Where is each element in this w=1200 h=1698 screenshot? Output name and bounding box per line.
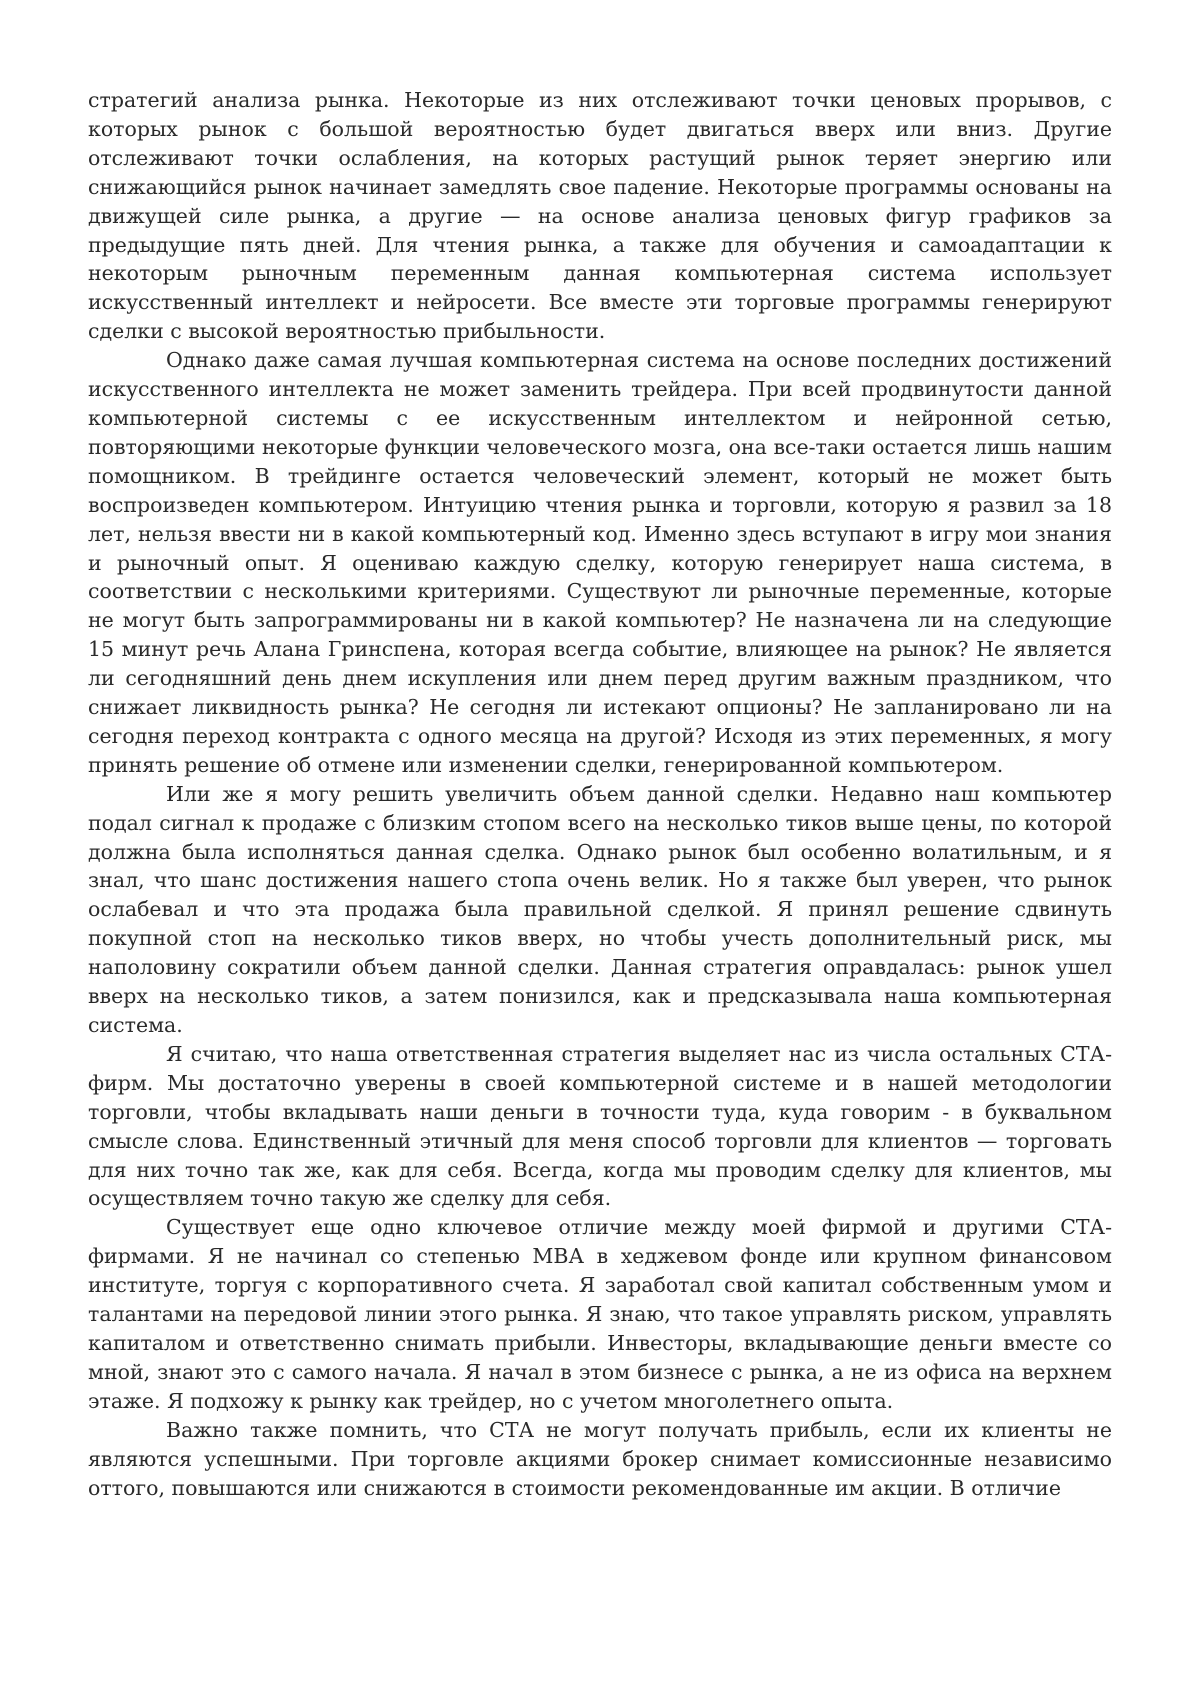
paragraph-3: Или же я могу решить увеличить объем данной сделки. Недавно наш компьютер подал сигнал к продаже с близким стопом всего на несколько тиков выше цены, по которой должна была исполняться данная сделка. Однако рынок был особенно волатильным, и я знал, что шанс достижения нашего стопа очень велик. Но я также был уверен, что рынок ослабевал и что эта продажа была правильной сделкой. Я принял решение сдвинуть покупной стоп на несколько тиков вверх, но чтобы учесть дополнительный риск, мы наполовину сократили объем данной сделки. Данная стратегия оправдалась: рынок ушел вверх на несколько тиков, а затем понизился, как и предсказывала наша компьютерная система. — [88, 780, 1112, 1040]
paragraph-4: Я считаю, что наша ответственная стратегия выделяет нас из числа остальных СТА-фирм. Мы достаточно уверены в своей компьютерной системе и в нашей методологии торговли, чтобы вкладывать наши деньги в точности туда, куда говорим - в буквальном смысле слова. Единственный этичный для меня способ торговли для клиентов — торговать для них точно так же, как для себя. Всегда, когда мы проводим сделку для клиентов, мы осуществляем точно такую же сделку для себя. — [88, 1040, 1112, 1213]
paragraph-5: Существует еще одно ключевое отличие между моей фирмой и другими СТА-фирмами. Я не начинал со степенью МВА в хеджевом фонде или крупном финансовом институте, торгуя с корпоративного счета. Я заработал свой капитал собственным умом и талантами на передовой линии этого рынка. Я знаю, что такое управлять риском, управлять капиталом и ответственно снимать прибыли. Инвесторы, вкладывающие деньги вместе со мной, знают это с самого начала. Я начал в этом бизнесе с рынка, а не из офиса на верхнем этаже. Я подхожу к рынку как трейдер, но с учетом многолетнего опыта. — [88, 1213, 1112, 1415]
document-page — [88, 86, 1112, 1502]
paragraph-1: стратегий анализа рынка. Некоторые из них отслеживают точки ценовых прорывов, с которых рынок с большой вероятностью будет двигаться вверх или вниз. Другие отслеживают точки ослабления, на которых растущий рынок теряет энергию или снижающийся рынок начинает замедлять свое падение. Некоторые программы основаны на движущей силе рынка, а другие — на основе анализа ценовых фигур графиков за предыдущие пять дней. Для чтения рынка, а также для обучения и самоадаптации к некоторым рыночным переменным данная компьютерная система использует искусственный интеллект и нейросети. Все вместе эти торговые программы генерируют сделки с высокой вероятностью прибыльности. — [88, 86, 1112, 346]
paragraph-2: Однако даже самая лучшая компьютерная система на основе последних достижений искусственного интеллекта не может заменить трейдера. При всей продвинутости данной компьютерной системы с ее искусственным интеллектом и нейронной сетью, повторяющими некоторые функции человеческого мозга, она все-таки остается лишь нашим помощником. В трейдинге остается человеческий элемент, который не может быть воспроизведен компьютером. Интуицию чтения рынка и торговли, которую я развил за 18 лет, нельзя ввести ни в какой компьютерный код. Именно здесь вступают в игру мои знания и рыночный опыт. Я оцениваю каждую сделку, которую генерирует наша система, в соответствии с несколькими критериями. Существуют ли рыночные переменные, которые не могут быть запрограммированы ни в какой компьютер? Не назначена ли на следующие 15 минут речь Алана Гринспена, которая всегда событие, влияющее на рынок? Не является ли сегодняшний день днем искупления или днем перед другим важным праздником, что снижает ликвидность рынка? Не сегодня ли истекают опционы? Не запланировано ли на сегодня переход контракта с одного месяца на другой? Исходя из этих переменных, я могу принять решение об отмене или изменении сделки, генерированной компьютером. — [88, 346, 1112, 780]
paragraph-6: Важно также помнить, что СТА не могут получать прибыль, если их клиенты не являются успешными. При торговле акциями брокер снимает комиссионные независимо оттого, повышаются или снижаются в стоимости рекомендованные им акции. В отличие — [88, 1416, 1112, 1503]
